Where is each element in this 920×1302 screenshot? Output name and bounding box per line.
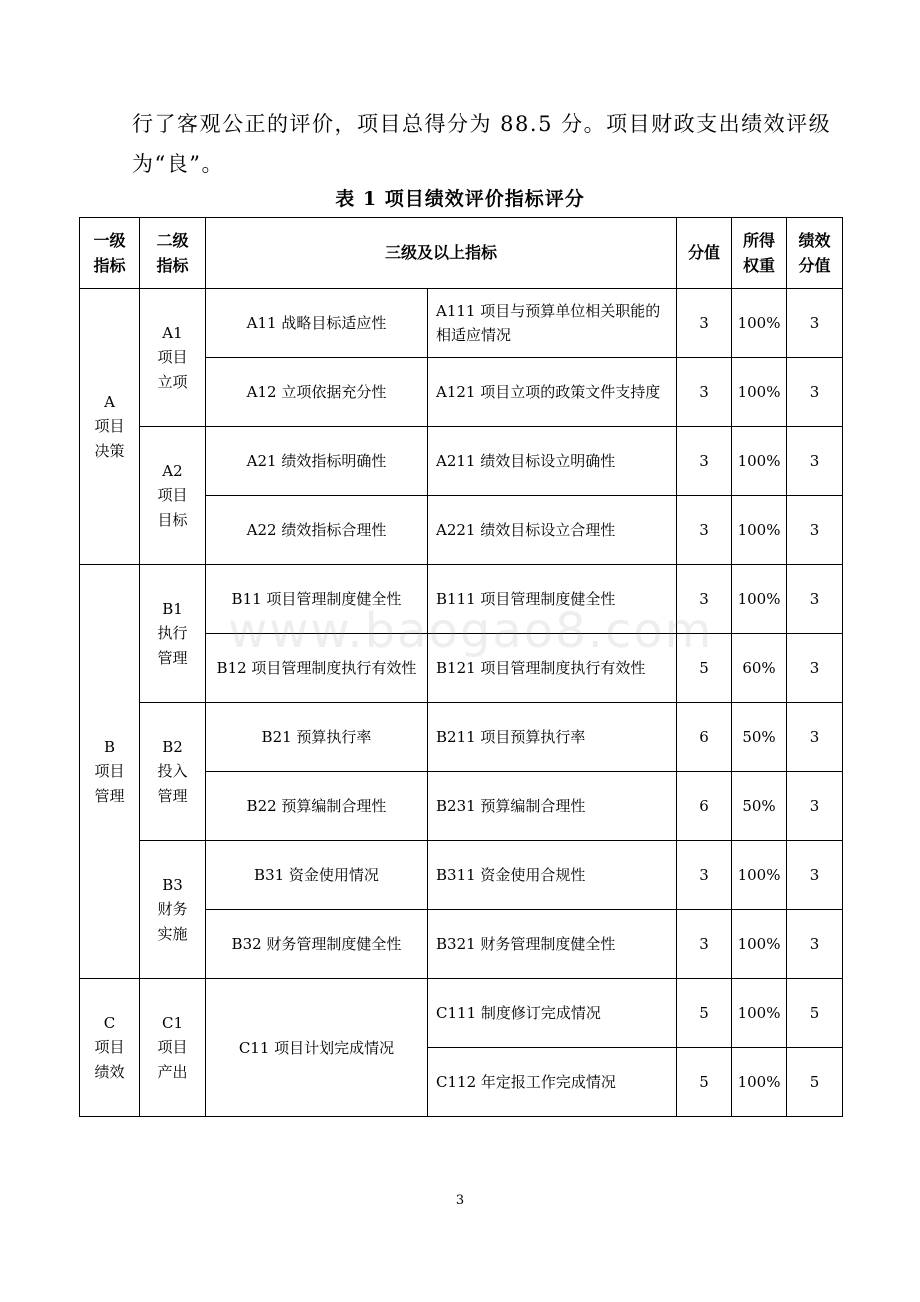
- level3-cell: B32 财务管理制度健全性: [206, 910, 428, 979]
- result-cell: 3: [787, 427, 843, 496]
- performance-evaluation-table: [79, 217, 843, 1117]
- table-caption: 表 1 项目绩效评价指标评分: [335, 188, 585, 210]
- weight-cell: 100%: [732, 565, 787, 634]
- level3-cell: B22 预算编制合理性: [206, 772, 428, 841]
- level4-cell: A111 项目与预算单位相关职能的相适应情况: [428, 289, 677, 358]
- level3-cell: A21 绩效指标明确性: [206, 427, 428, 496]
- table-row: [80, 841, 843, 910]
- level4-cell: B311 资金使用合规性: [428, 841, 677, 910]
- level3-cell: A22 绩效指标合理性: [206, 496, 428, 565]
- level3-cell: B12 项目管理制度执行有效性: [206, 634, 428, 703]
- result-cell: 3: [787, 358, 843, 427]
- watermark: www.baogao8.com: [228, 603, 714, 659]
- level1-C: C 项目绩效: [80, 979, 140, 1117]
- table-row: [80, 289, 843, 358]
- score-cell: 5: [677, 634, 732, 703]
- level4-cell: B231 预算编制合理性: [428, 772, 677, 841]
- result-cell: 3: [787, 703, 843, 772]
- weight-cell: 100%: [732, 910, 787, 979]
- level3-cell: A12 立项依据充分性: [206, 358, 428, 427]
- header-score: 分值: [677, 218, 732, 289]
- weight-cell: 100%: [732, 496, 787, 565]
- table-row: [80, 979, 843, 1048]
- result-cell: 5: [787, 979, 843, 1048]
- level2-C1: C1 项目产出: [140, 979, 206, 1117]
- header-level1: 一级指标: [80, 218, 140, 289]
- level4-cell: A121 项目立项的政策文件支持度: [428, 358, 677, 427]
- weight-cell: 60%: [732, 634, 787, 703]
- result-cell: 3: [787, 634, 843, 703]
- level4-cell: B211 项目预算执行率: [428, 703, 677, 772]
- score-cell: 3: [677, 910, 732, 979]
- header-level3: 三级及以上指标: [206, 218, 677, 289]
- level2-A2: A2 项目目标: [140, 427, 206, 565]
- level4-cell: A211 绩效目标设立明确性: [428, 427, 677, 496]
- header-result: 绩效分值: [787, 218, 843, 289]
- weight-cell: 100%: [732, 979, 787, 1048]
- header-weight: 所得权重: [732, 218, 787, 289]
- result-cell: 3: [787, 496, 843, 565]
- table-row: [80, 565, 843, 634]
- level2-A1: A1 项目立项: [140, 289, 206, 427]
- level3-cell: C11 项目计划完成情况: [206, 979, 428, 1117]
- page-number: 3: [455, 1193, 465, 1208]
- table-row: [80, 427, 843, 496]
- result-cell: 3: [787, 289, 843, 358]
- level2-B2: B2 投入管理: [140, 703, 206, 841]
- result-cell: 3: [787, 565, 843, 634]
- score-cell: 3: [677, 358, 732, 427]
- score-cell: 5: [677, 979, 732, 1048]
- level4-cell: C111 制度修订完成情况: [428, 979, 677, 1048]
- level3-cell: A11 战略目标适应性: [206, 289, 428, 358]
- result-cell: 3: [787, 841, 843, 910]
- level3-cell: B31 资金使用情况: [206, 841, 428, 910]
- header-level2: 二级指标: [140, 218, 206, 289]
- level3-cell: B21 预算执行率: [206, 703, 428, 772]
- weight-cell: 50%: [732, 703, 787, 772]
- result-cell: 3: [787, 910, 843, 979]
- level4-cell: B321 财务管理制度健全性: [428, 910, 677, 979]
- table-row: [80, 703, 843, 772]
- paragraph-line-2: 为“良”。: [132, 152, 224, 176]
- level4-cell: A221 绩效目标设立合理性: [428, 496, 677, 565]
- score-cell: 5: [677, 1048, 732, 1117]
- level2-B3: B3 财务实施: [140, 841, 206, 979]
- level3-cell: B11 项目管理制度健全性: [206, 565, 428, 634]
- weight-cell: 100%: [732, 427, 787, 496]
- weight-cell: 100%: [732, 289, 787, 358]
- score-cell: 6: [677, 703, 732, 772]
- level2-B1: B1 执行管理: [140, 565, 206, 703]
- weight-cell: 100%: [732, 358, 787, 427]
- score-cell: 6: [677, 772, 732, 841]
- score-cell: 3: [677, 841, 732, 910]
- result-cell: 3: [787, 772, 843, 841]
- level1-B: B 项目管理: [80, 565, 140, 979]
- weight-cell: 100%: [732, 1048, 787, 1117]
- level4-cell: C112 年定报工作完成情况: [428, 1048, 677, 1117]
- weight-cell: 50%: [732, 772, 787, 841]
- score-cell: 3: [677, 496, 732, 565]
- level4-cell: B111 项目管理制度健全性: [428, 565, 677, 634]
- level1-A: A 项目决策: [80, 289, 140, 565]
- score-cell: 3: [677, 289, 732, 358]
- paragraph-line-1: 行了客观公正的评价，项目总得分为 88.5 分。项目财政支出绩效评级: [132, 112, 832, 136]
- score-cell: 3: [677, 427, 732, 496]
- result-cell: 5: [787, 1048, 843, 1117]
- table-header-row: [80, 218, 843, 289]
- level4-cell: B121 项目管理制度执行有效性: [428, 634, 677, 703]
- weight-cell: 100%: [732, 841, 787, 910]
- score-cell: 3: [677, 565, 732, 634]
